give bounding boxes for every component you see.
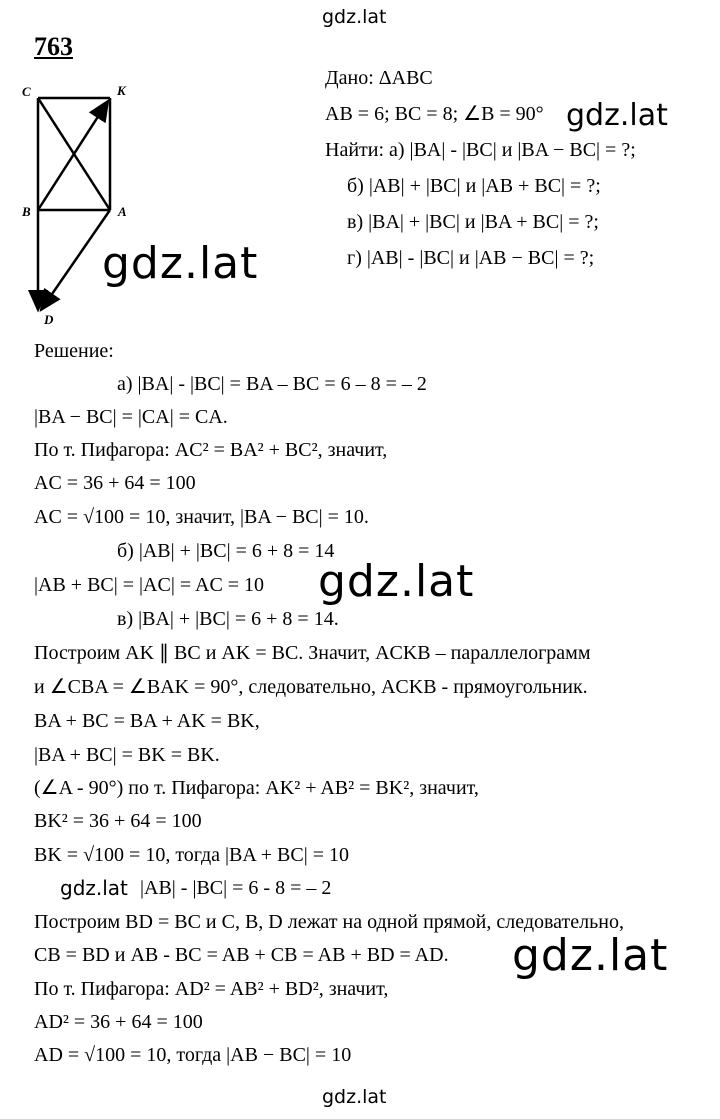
find-d: г) |AB| - |BC| и |AB − BC| = ?; bbox=[347, 247, 595, 269]
watermark-right: gdz.lat bbox=[512, 930, 669, 981]
solution-line: а) |BA| - |BC| = BA – BC = 6 – 8 = – 2 bbox=[117, 373, 427, 395]
solution-line: |BA − BC| = |CA| = CA. bbox=[34, 406, 228, 428]
given-sides: AB = 6; BC = 8; ∠B = 90° bbox=[325, 103, 544, 125]
solution-line: AC = 36 + 64 = 100 bbox=[34, 472, 196, 494]
solution-line: Построим AK ∥ BC и AK = BC. Значит, ACKB – параллелограмм bbox=[34, 642, 591, 664]
solution-line: |AB + BC| = |AC| = AC = 10 bbox=[34, 574, 265, 596]
label-k: K bbox=[117, 83, 126, 98]
vector-ad bbox=[41, 210, 110, 310]
solution-line: AD = √100 = 10, тогда |AB − BC| = 10 bbox=[34, 1044, 352, 1066]
label-c: C bbox=[22, 84, 31, 99]
solution-line: б) |AB| + |BC| = 6 + 8 = 14 bbox=[117, 540, 335, 562]
label-b: B bbox=[22, 204, 31, 219]
given-title: Дано: ΔABC bbox=[325, 67, 433, 89]
solution-line: AC = √100 = 10, значит, |BA − BC| = 10. bbox=[34, 506, 369, 528]
label-a: A bbox=[118, 204, 127, 219]
watermark-figure: gdz.lat bbox=[102, 238, 259, 289]
solution-line: |BA + BC| = BK = BK. bbox=[34, 744, 220, 766]
solution-line: По т. Пифагора: AD² = AB² + BD², значит, bbox=[34, 978, 389, 1000]
problem-number: 763 bbox=[34, 32, 73, 61]
watermark-top: gdz.lat bbox=[322, 6, 387, 28]
solution-line: BK² = 36 + 64 = 100 bbox=[34, 810, 202, 832]
watermark-inline: gdz.lat bbox=[60, 876, 128, 900]
find-b: б) |AB| + |BC| и |AB + BC| = ?; bbox=[347, 175, 601, 197]
solution-line: AD² = 36 + 64 = 100 bbox=[34, 1011, 203, 1033]
vector-bk bbox=[38, 101, 108, 210]
solution-line: BK = √100 = 10, тогда |BA + BC| = 10 bbox=[34, 844, 349, 866]
watermark-bottom: gdz.lat bbox=[322, 1086, 387, 1108]
watermark-given: gdz.lat bbox=[566, 98, 668, 133]
solution-line: и ∠CBA = ∠BAK = 90°, следовательно, ACKB - прямоугольник. bbox=[34, 676, 588, 698]
solution-line: По т. Пифагора: AC² = BA² + BC², значит, bbox=[34, 439, 388, 461]
solution-heading: Решение: bbox=[34, 340, 114, 362]
label-d: D bbox=[44, 312, 54, 327]
geometry-figure bbox=[20, 78, 150, 328]
solution-line: (∠A - 90°) по т. Пифагора: AK² + AB² = BK², значит, bbox=[34, 777, 479, 799]
find-c: в) |BA| + |BC| и |BA + BC| = ?; bbox=[347, 211, 599, 233]
solution-line: BA + BC = BA + AK = BK, bbox=[34, 710, 260, 732]
solution-line: в) |BA| + |BC| = 6 + 8 = 14. bbox=[117, 608, 339, 630]
watermark-mid: gdz.lat bbox=[318, 556, 475, 607]
solution-line: |AB| - |BC| = 6 - 8 = – 2 bbox=[140, 877, 332, 899]
find-a: Найти: а) |BA| - |BC| и |BA − BC| = ?; bbox=[325, 139, 636, 161]
solution-line: Построим BD = BC и C, B, D лежат на одной прямой, следовательно, bbox=[34, 911, 624, 933]
solution-line: CB = BD и AB - BC = AB + CB = AB + BD = AD. bbox=[34, 944, 449, 966]
